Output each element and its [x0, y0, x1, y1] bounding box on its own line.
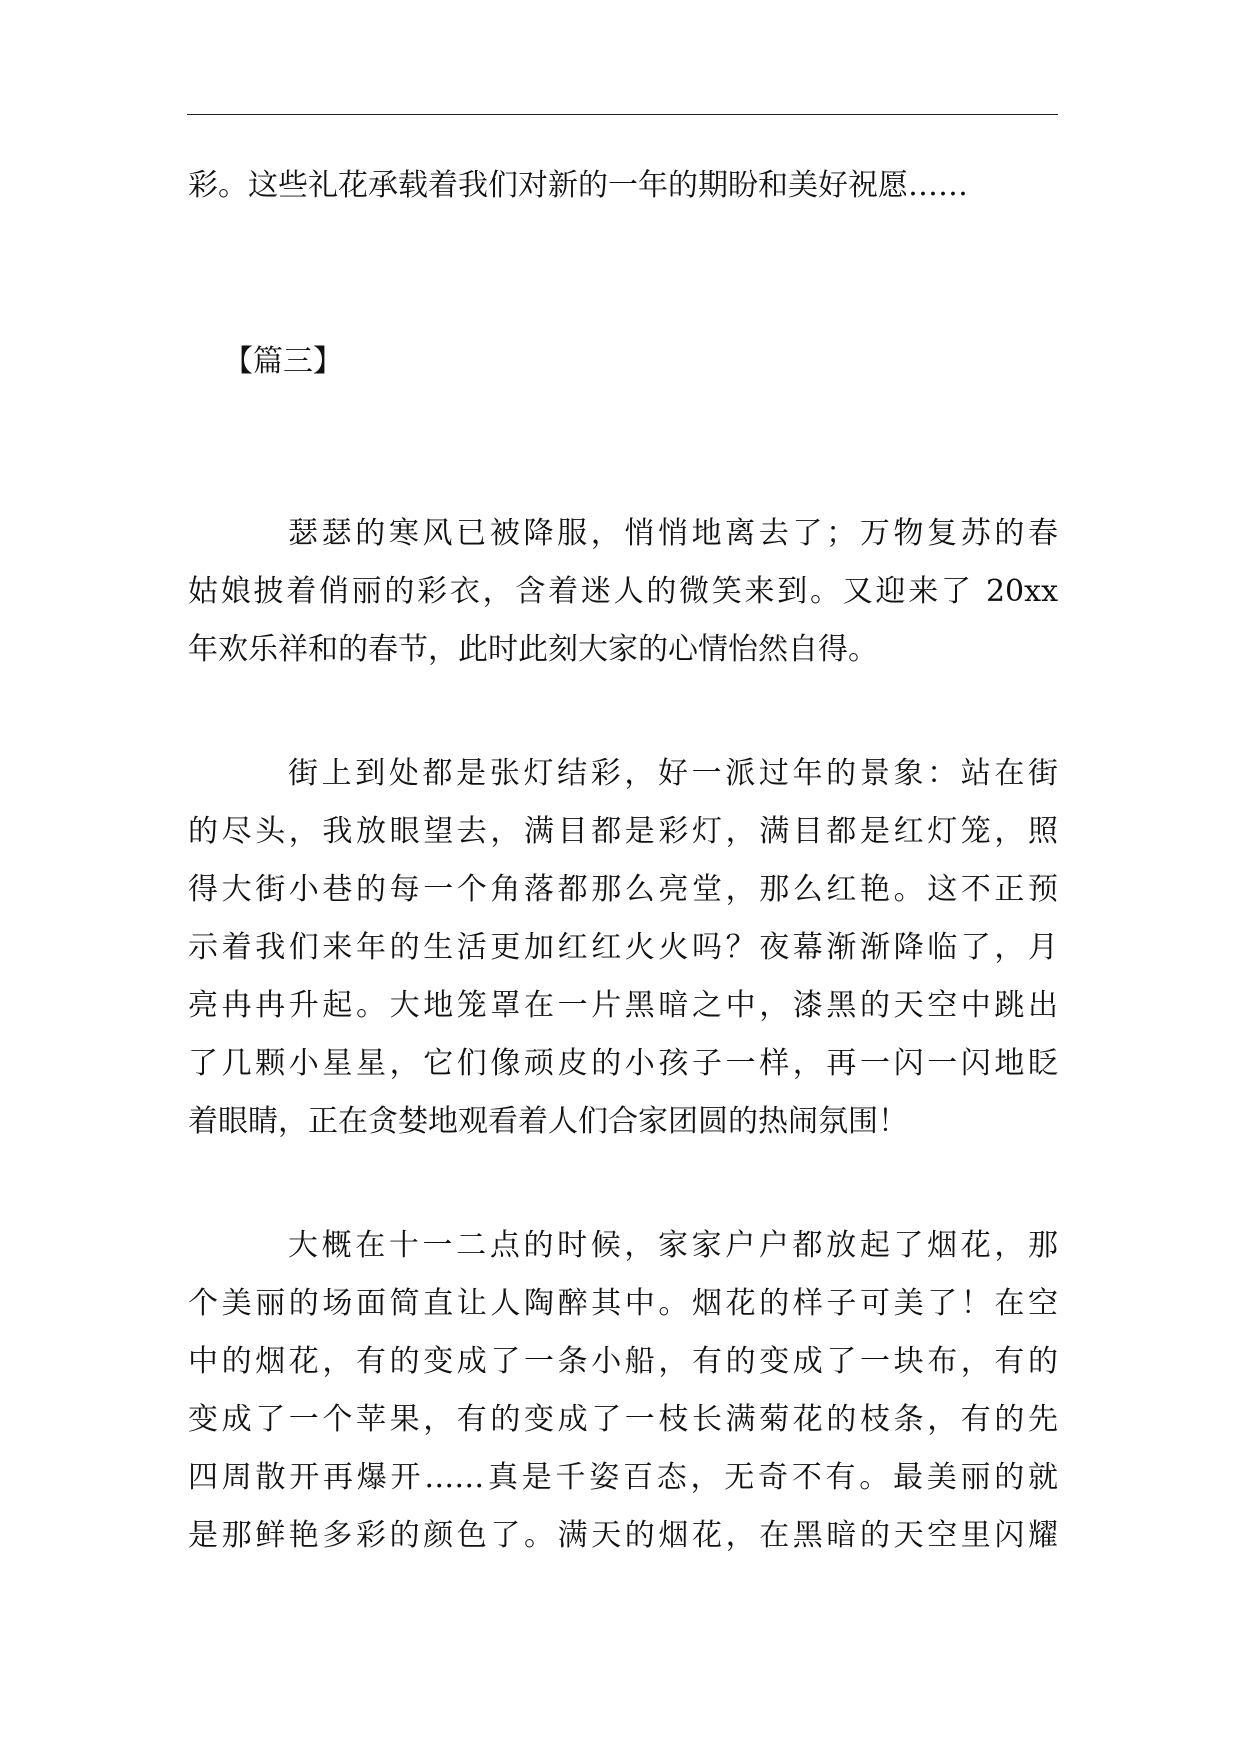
paragraph-line: 得大街小巷的每一个角落都那么亮堂，那么红艳。这不正预: [188, 872, 1058, 907]
paragraph-line: 大概在十一二点的时候，家家户户都放起了烟花，那: [288, 1228, 1058, 1263]
continuation-line: 彩。这些礼花承载着我们对新的一年的期盼和美好祝愿……: [188, 168, 968, 203]
paragraph-line: 是那鲜艳多彩的颜色了。满天的烟花，在黑暗的天空里闪耀: [188, 1518, 1058, 1553]
paragraph-line: 的尽头，我放眼望去，满目都是彩灯，满目都是红灯笼，照: [188, 814, 1058, 849]
paragraph-line: 个美丽的场面简直让人陶醉其中。烟花的样子可美了！在空: [188, 1286, 1058, 1321]
paragraph-line: 着眼睛，正在贪婪地观看着人们合家团圆的热闹氛围！: [188, 1104, 908, 1139]
paragraph-line: 亮冉冉升起。大地笼罩在一片黑暗之中，漆黑的天空中跳出: [188, 988, 1058, 1023]
paragraph-line: 了几颗小星星，它们像顽皮的小孩子一样，再一闪一闪地眨: [188, 1046, 1058, 1081]
paragraph-line: 街上到处都是张灯结彩，好一派过年的景象：站在街: [288, 756, 1058, 791]
paragraph-line: 示着我们来年的生活更加红红火火吗？夜幕渐渐降临了，月: [188, 930, 1058, 965]
section-heading: 【篇三】: [223, 344, 343, 379]
header-rule: [187, 114, 1058, 115]
paragraph-line: 四周散开再爆开……真是千姿百态，无奇不有。最美丽的就: [188, 1460, 1058, 1495]
paragraph-line: 瑟瑟的寒风已被降服，悄悄地离去了；万物复苏的春: [288, 516, 1058, 551]
paragraph-line: 变成了一个苹果，有的变成了一枝长满菊花的枝条，有的先: [188, 1402, 1058, 1437]
paragraph-line: 年欢乐祥和的春节，此时此刻大家的心情怡然自得。: [188, 632, 878, 667]
paragraph-line: 中的烟花，有的变成了一条小船，有的变成了一块布，有的: [188, 1344, 1058, 1379]
paragraph-line: 姑娘披着俏丽的彩衣，含着迷人的微笑来到。又迎来了 20xx: [188, 574, 1058, 609]
